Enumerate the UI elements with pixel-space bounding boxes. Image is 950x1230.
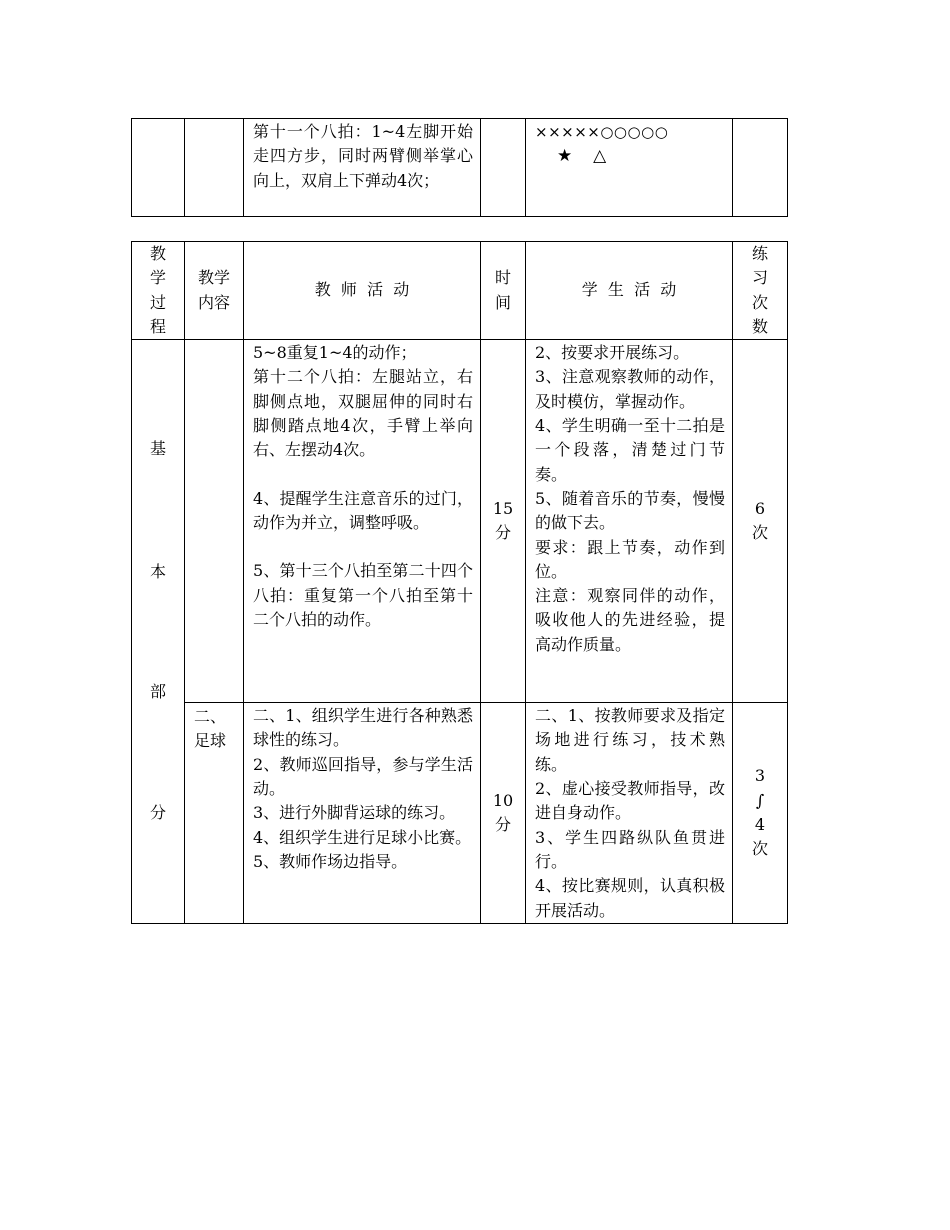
row2-student-line: 二、1、按教师要求及指定场地进行练习，技术熟练。 <box>535 706 725 774</box>
header-teacher-activity: 教 师 活 动 <box>244 242 481 340</box>
row1-teacher-activity <box>244 340 481 703</box>
star-icon: ★ <box>557 146 573 167</box>
header-student-activity: 学 生 活 动 <box>526 242 733 340</box>
formation-row: ×××××○○○○○ <box>535 123 669 141</box>
lesson-plan-table <box>131 241 788 924</box>
row2-teacher-activity <box>244 703 481 924</box>
row1-count: 6 次 <box>733 340 788 703</box>
row1-teacher-line: 4、提醒学生注意音乐的过门，动作为并立，调整呼吸。 <box>253 488 473 532</box>
header-row <box>132 242 788 340</box>
row1-teacher-line: 5~8重复1~4的动作； <box>253 343 417 363</box>
top-teacher-text: 第十一个八拍：1~4左脚开始走四方步，同时两臂侧举掌心向上，双肩上下弹动4次； <box>253 122 473 190</box>
top-count-cell <box>733 119 788 217</box>
row1-time: 15 分 <box>481 340 526 703</box>
triangle-icon: △ <box>593 146 607 167</box>
row2-time: 10 分 <box>481 703 526 924</box>
row2-teacher-line: 4、组织学生进行足球小比赛。 <box>253 827 472 847</box>
row2-student-line: 4、按比赛规则，认真积极开展活动。 <box>535 876 725 920</box>
row1-teacher-line: 第十二个八拍：左腿站立，右脚侧点地，双腿屈伸的同时右脚侧踏点地4次，手臂上举向右、左摆动4次。 <box>253 367 473 460</box>
row1-student-line: 3、注意观察教师的动作，及时模仿，掌握动作。 <box>535 367 725 411</box>
top-process-cell <box>132 119 185 217</box>
row2-student-line: 2、虚心接受教师指导，改进自身动作。 <box>535 779 725 823</box>
row1-student-line: 5、随着音乐的节奏，慢慢的做下去。 <box>535 488 725 533</box>
row1-teacher-line: 5、第十三个八拍至第二十四个八拍：重复第一个八拍至第十二个八拍的动作。 <box>253 561 473 629</box>
row2-teacher-line: 二、1、组织学生进行各种熟悉球性的练习。 <box>253 706 473 750</box>
row1-student-line: 注意：观察同伴的动作，吸收他人的先进经验，提高动作质量。 <box>535 586 725 654</box>
row2-teacher-line: 2、教师巡回指导，参与学生活动。 <box>253 754 473 799</box>
stage-char-1: 基 <box>149 439 166 459</box>
row-football <box>132 703 788 924</box>
header-process: 教 学 过 程 <box>132 242 185 340</box>
header-count: 练 习 次 数 <box>733 242 788 340</box>
row1-student-line: 要求：跟上节奏，动作到位。 <box>535 537 725 581</box>
row-aerobics <box>132 340 788 703</box>
row1-student-line: 2、按要求开展练习。 <box>535 343 690 363</box>
header-time: 时间 <box>481 242 526 340</box>
top-teacher-activity <box>244 119 481 217</box>
row2-teacher-line: 5、教师作场边指导。 <box>253 851 408 871</box>
top-student-activity <box>526 119 733 217</box>
row2-student-line: 3、学生四路纵队鱼贯进行。 <box>535 827 725 871</box>
top-time-cell <box>481 119 526 217</box>
stage-char-3: 部 <box>149 682 166 702</box>
top-lesson-table <box>131 118 788 217</box>
row1-content-cell <box>185 340 244 703</box>
row2-student-activity <box>526 703 733 924</box>
header-content: 教学内容 <box>185 242 244 340</box>
row1-student-line: 4、学生明确一至十二拍是一个段落，清楚过门节奏。 <box>535 416 725 484</box>
row2-count: 3 ∫ 4 次 <box>733 703 788 924</box>
stage-char-4: 分 <box>149 803 166 823</box>
row1-student-activity <box>526 340 733 703</box>
row2-teacher-line: 3、进行外脚背运球的练习。 <box>253 803 456 823</box>
row2-content: 二、 足球 <box>185 703 244 924</box>
top-content-cell <box>185 119 244 217</box>
stage-cell <box>132 340 185 924</box>
stage-char-2: 本 <box>149 562 166 582</box>
